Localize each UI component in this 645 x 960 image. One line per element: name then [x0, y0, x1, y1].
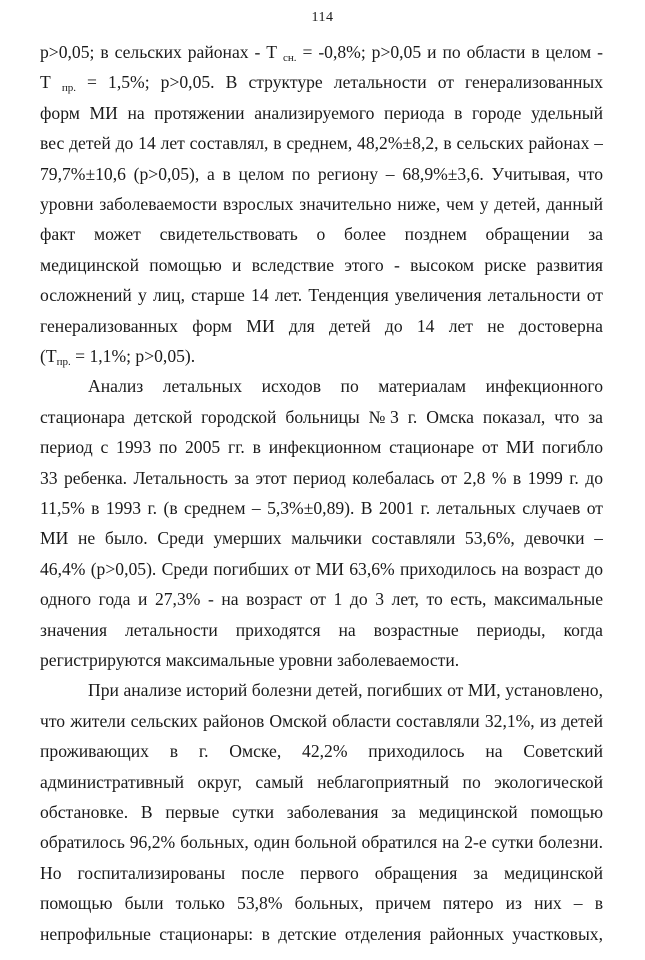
text-run: 11,5% в 1993 г. (в среднем – 5,3%±0,89). В 2001 г. летальных случаев от: [40, 498, 603, 518]
text-run: р>0,05; в сельских районах - Т: [40, 42, 283, 62]
text-line: [40, 830, 603, 854]
text-run: значения летальности приходятся на возрастные периоды, когда: [40, 619, 603, 640]
subscript: пр.: [61, 82, 76, 95]
page-number: 114: [311, 10, 334, 25]
subscript: пр.: [56, 356, 71, 368]
text-run: вес детей до 14 лет составлял, в среднем, 48,2%±8,2, в сельских районах –: [40, 133, 603, 154]
text-run: Но госпитализированы после первого обращения за медицинской: [40, 862, 603, 883]
subscript: сн.: [282, 52, 297, 64]
text-line: [40, 314, 603, 338]
text-line: [40, 131, 603, 155]
text-run: = -0,8%; р>0,05 и по области в целом -: [296, 42, 603, 62]
text-line: [40, 466, 603, 490]
text-run: что жители сельских районов Омской области составляли 32,1%, из детей: [40, 710, 603, 731]
text-line: [40, 283, 603, 307]
text-line: [40, 435, 603, 459]
text-line: [40, 405, 603, 429]
text-line: [40, 861, 603, 885]
text-run: осложнений у лиц, старше 14 лет. Тенденция увеличения летальности от: [40, 285, 603, 306]
text-line: [88, 678, 603, 702]
text-run: МИ не было. Среди умерших мальчики составляли 53,6%, девочки –: [40, 528, 603, 549]
text-line: [40, 739, 603, 763]
text-line: [40, 800, 603, 824]
text-run: 46,4% (р>0,05). Среди погибших от МИ 63,6% приходилось на возраст до: [40, 558, 603, 579]
text-run: Анализ летальных исходов по материалам инфекционного: [88, 376, 603, 397]
text-line: [88, 374, 603, 398]
text-line: [40, 648, 603, 672]
text-run: медицинской помощью и вследствие этого - высоком риске развития: [40, 254, 603, 275]
text-run: Т: [40, 72, 62, 93]
text-line: [40, 253, 603, 277]
text-run: обстановке. В первые сутки заболевания за медицинской помощью: [40, 802, 603, 822]
text-run: 79,7%±10,6 (р>0,05), а в целом по региону – 68,9%±3,6. Учитывая, что: [40, 163, 603, 184]
text-run: При анализе историй болезни детей, погибших от МИ, установлено,: [88, 680, 603, 701]
text-run: проживающих в г. Омске, 42,2% приходилось на Советский: [40, 741, 603, 762]
text-line: [40, 344, 603, 368]
text-run: регистрируются максимальные уровни заболеваемости.: [40, 650, 460, 670]
text-line: [40, 770, 603, 794]
text-line: [40, 526, 603, 550]
text-line: [40, 192, 603, 216]
text-run: стационара детской городской больницы №3 г. Омска показал, что за: [40, 406, 603, 427]
text-run: = 1,5%; р>0,05. В структуре летальности от генерализованных: [75, 72, 603, 93]
text-run: помощью были только 53,8% больных, причем пятеро из них – в: [40, 893, 603, 914]
text-run: одного года и 27,3% - на возраст от 1 до 3 лет, то есть, максимальные: [40, 589, 603, 610]
text-line: [40, 709, 603, 733]
text-line: [40, 618, 603, 642]
text-line: [40, 891, 603, 915]
text-run: генерализованных форм МИ для детей до 14 лет не достоверна: [40, 315, 603, 336]
text-run: (Т: [40, 346, 57, 366]
text-line: [40, 587, 603, 611]
text-line: [40, 162, 603, 186]
text-run: уровни заболеваемости взрослых значительно ниже, чем у детей, данный: [40, 194, 603, 214]
text-line: [40, 70, 603, 94]
text-line: [40, 40, 603, 64]
text-line: [40, 557, 603, 581]
text-run: 33 ребенка. Летальность за этот период колебалась от 2,8 % в 1999 г. до: [40, 467, 603, 488]
text-run: форм МИ на протяжении анализируемого периода в городе удельный: [40, 102, 603, 123]
text-run: обратилось 96,2% больных, один больной обратился на 2-е сутки болезни.: [40, 832, 603, 853]
text-line: [40, 922, 603, 946]
text-line: [40, 496, 603, 520]
text-run: = 1,1%; р>0,05).: [70, 346, 196, 366]
text-line: [40, 222, 603, 246]
text-run: непрофильные стационары: в детские отделения районных участковых,: [40, 923, 603, 944]
text-run: факт может свидетельствовать о более позднем обращении за: [40, 224, 603, 245]
text-run: административный округ, самый неблагоприятный по экологической: [40, 771, 603, 792]
text-line: [40, 101, 603, 125]
text-run: период с 1993 по 2005 гг. в инфекционном стационаре от МИ погибло: [40, 437, 603, 458]
